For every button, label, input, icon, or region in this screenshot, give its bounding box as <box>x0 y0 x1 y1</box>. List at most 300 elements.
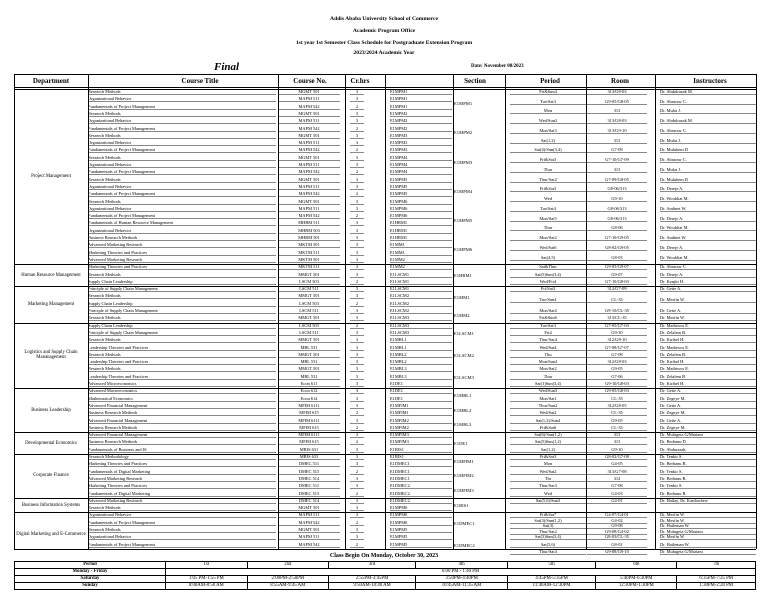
instructor-cell: Dr. Zegeye M. <box>660 396 756 402</box>
section-code-cell: E1DE1 <box>390 388 452 394</box>
instructor-cell: Dr. Zelalem B. <box>660 374 756 380</box>
period-cell: Thur <box>510 225 586 231</box>
course-title-cell: Research Methods <box>88 199 276 205</box>
section-code-cell: E1HRM1 <box>390 220 452 226</box>
column-divider <box>278 74 279 549</box>
sunday-label: Sunday <box>15 583 166 590</box>
instructor-cell: Dr. Dereje A. <box>660 245 756 251</box>
slot-row <box>0 147 768 157</box>
slot-row <box>0 418 768 425</box>
course-code-cell: MAPM 542 <box>278 191 340 197</box>
room-cell: G9-10 <box>587 330 647 336</box>
credit-hours-cell: 3 <box>350 345 364 351</box>
slot-row <box>0 388 768 395</box>
section-code-cell: E1MPM5 <box>390 542 452 548</box>
credit-hours-cell: 3 <box>350 118 364 124</box>
course-code-cell: MGMT 501 <box>278 527 340 533</box>
section-group-cell: E1LSCM3 <box>454 374 474 380</box>
instructor-cell: Dr. Dereje A. <box>660 272 756 278</box>
course-title-cell: Organizational Behavior <box>88 512 276 518</box>
course-title-cell: Fundamentals of Project Management <box>88 169 276 175</box>
period-cell: Thur/Sat3 <box>510 483 586 489</box>
slot-row <box>0 542 768 549</box>
credit-hours-cell: 3 <box>350 432 364 438</box>
credit-hours-cell: 3 <box>350 534 364 540</box>
section-code-cell: E1BIS1 <box>390 454 452 460</box>
course-code-cell: LSCM 503 <box>278 323 340 329</box>
course-title-cell: Marketing Theories and Practices <box>88 483 276 489</box>
slot-row <box>0 345 768 352</box>
section-code-cell: E1MPM1 <box>390 104 452 110</box>
sunday-time-2: 8:55AM-9:45 AM <box>247 583 329 590</box>
room-cell: CL-35 <box>587 396 647 402</box>
room-cell: G4-02 <box>587 518 647 524</box>
section-group-cell: E1MPM5 <box>454 217 473 223</box>
slot-row <box>0 410 768 417</box>
course-title-cell: Research Methods <box>88 366 276 372</box>
room-cell: G9-05/G8-03 <box>587 388 647 394</box>
credit-hours-cell: 2 <box>350 213 364 219</box>
slot-row <box>0 157 768 167</box>
period-cell: Thur/Sat2 <box>510 177 586 183</box>
slot-row <box>0 498 768 513</box>
slot-row <box>0 138 768 148</box>
credit-hours-cell: 3 <box>350 366 364 372</box>
room-cell: 312/G8-05 <box>587 403 647 409</box>
room-cell: G8-01 <box>587 542 647 548</box>
section-code-cell: E1MPM1 <box>390 96 452 102</box>
saturday-row <box>15 576 756 583</box>
section-code-cell: E1MFIM3 <box>390 439 452 445</box>
slot-row <box>0 483 768 490</box>
credit-hours-cell: 3 <box>350 242 364 248</box>
period-header-7: 7th <box>677 562 756 569</box>
instructor-cell: Dr. Getie A. <box>660 418 756 424</box>
credit-hours-cell: 3 <box>350 337 364 343</box>
slot-row <box>0 128 768 138</box>
credit-hours-cell: 2 <box>350 469 364 475</box>
department-cell: Corporate Finance <box>33 473 69 479</box>
period-cell: Mon <box>510 108 586 114</box>
period-cell: Tue/Sat3 <box>510 323 586 329</box>
room-cell: G7-06 <box>587 374 647 380</box>
course-title-cell: Organizational Behavior <box>88 96 276 102</box>
section-group-cell: E1MPM1 <box>454 101 473 107</box>
course-title-cell: Research Methods <box>88 527 276 533</box>
section-group-cell: E1HRM1 <box>454 272 472 278</box>
period-cell: Fri4 <box>510 330 586 336</box>
section-code-cell: E1LSCM1 <box>390 279 452 285</box>
section-group-cell: E1MPM2 <box>454 130 473 136</box>
instructor-cell: Dr. Abdurazak <box>660 447 756 453</box>
section-group-cell: E1LSCM1 <box>454 331 474 337</box>
section-code-cell: E1LSCM2 <box>390 301 452 307</box>
instructor-cell: Dr. Mesfin W. <box>660 518 756 524</box>
course-code-cell: MAPM 511 <box>278 184 340 190</box>
course-code-cell: MAPM 542 <box>278 213 340 219</box>
period-header-5: 5th <box>508 562 596 569</box>
section-code-cell: E1MFIM3 <box>390 432 452 438</box>
course-title-cell: Organizational Behavior <box>88 206 276 212</box>
room-cell: G9-05/G8-05 <box>587 99 647 105</box>
room-cell: G7-10/G8-03 <box>587 279 647 285</box>
col-room: Room <box>611 77 629 85</box>
instructor-cell: Dr. Mesfin W. <box>660 512 756 518</box>
instructor-cell: Dr. Mathiwos E. <box>660 345 756 351</box>
slot-row <box>0 264 768 271</box>
course-code-cell: DMEC 515 <box>278 491 340 497</box>
period-cell: Fri&Sat3 <box>510 454 586 460</box>
course-code-cell: MGMT 501 <box>278 155 340 161</box>
credit-hours-cell: 2 <box>350 491 364 497</box>
column-divider <box>586 74 587 549</box>
col-section: Section <box>464 77 486 85</box>
section-group-cell: E1LSCM2 <box>454 352 474 358</box>
course-code-cell: MBIS 633 <box>278 454 340 460</box>
course-code-cell: DMEC 514 <box>278 476 340 482</box>
course-title-cell: Business Research Methods <box>88 235 276 241</box>
period-cell: Mon/Sat5 <box>510 216 586 222</box>
slot-row <box>0 374 768 381</box>
room-cell: 313/G8-03 <box>587 89 647 95</box>
room-cell: 313 <box>587 108 647 114</box>
credit-hours-cell: 3 <box>350 308 364 314</box>
section-code-cell: E1MPM6 <box>390 512 452 518</box>
course-code-cell: MAPM 542 <box>278 542 340 548</box>
instructor-cell: Dr. Mulugeta G/Mariam <box>660 549 756 555</box>
sunday-time-4: 10:45AM-11:35 AM <box>416 583 508 590</box>
slot-row <box>0 235 768 245</box>
credit-hours-cell: 3 <box>350 315 364 321</box>
period-label: Period <box>15 562 166 569</box>
room-cell: G9-05 <box>587 366 647 372</box>
course-title-cell: Organizational Behavior <box>88 534 276 540</box>
instructor-cell: Dr. Mulugeta G/Mariam <box>660 432 756 438</box>
schedule-title: 1st year 1st Semester Class Schedule for Postgraduate Extension Program <box>295 40 473 46</box>
period-cell: Sat(1,2) <box>510 447 586 453</box>
credit-hours-cell: 3 <box>350 206 364 212</box>
course-title-cell: Principle of Supply Chain Management <box>88 330 276 336</box>
section-group-cell: E1BIS1 <box>454 502 469 508</box>
section-group-cell: E1MM2 <box>454 312 470 318</box>
slot-row <box>0 272 768 279</box>
course-title-cell: Fundamentals of Project Management <box>88 542 276 548</box>
section-code-cell: E1BIS1 <box>390 447 452 453</box>
credit-hours-cell: 3 <box>350 96 364 102</box>
section-group-cell: E1MFIM3 <box>454 488 474 494</box>
slot-row <box>0 245 768 255</box>
course-title-cell: Supply Chain Leadership <box>88 323 276 329</box>
slot-row <box>0 216 768 226</box>
instructor-cell: Dr. Mathiwos E. <box>660 323 756 329</box>
instructor-cell: Dr. Mathiwos E. <box>660 366 756 372</box>
course-title-cell: Advanced Macroeconomics <box>88 388 276 394</box>
instructor-cell: Dr. Abraraw C. <box>660 128 756 134</box>
room-cell: G8-06/313 <box>587 186 647 192</box>
saturday-label: Saturday <box>15 576 166 583</box>
credit-hours-cell: 3 <box>350 396 364 402</box>
period-cell: Sat(5)Sun(1,2) <box>510 439 586 445</box>
section-code-cell: E1MPM3 <box>390 140 452 146</box>
course-title-cell: Leadership Theories and Practices <box>88 359 276 365</box>
credit-hours-cell: 3 <box>350 512 364 518</box>
period-table <box>14 561 756 590</box>
department-cell: Business Information Systems <box>21 502 81 508</box>
credit-hours-cell: 3 <box>350 257 364 263</box>
section-code-cell: E1MM1 <box>390 242 452 248</box>
section-code-cell: E1LSCM2 <box>390 293 452 299</box>
period-header-6: 6th <box>596 562 677 569</box>
period-cell: Wed/Sat4 <box>510 345 586 351</box>
slot-row <box>0 118 768 128</box>
room-cell: G4-05 <box>587 461 647 467</box>
room-cell: G8-06/313 <box>587 216 647 222</box>
room-cell: 313/G7-08 <box>587 469 647 475</box>
section-code-cell: E1MPM5 <box>390 184 452 190</box>
column-divider <box>345 74 346 549</box>
instructor-cell: Dr. Hailay, Dr. Kardiachew <box>660 498 756 504</box>
instructor-cell: Dr. Berhanu D. <box>660 439 756 445</box>
department-cell: Business Leadership <box>31 407 71 413</box>
section-group-cell: E1MBL2 <box>454 407 472 413</box>
course-title-cell: Advanced Financial Management <box>88 418 276 424</box>
credit-hours-cell: 3 <box>350 140 364 146</box>
period-cell: Thu <box>510 352 586 358</box>
course-code-cell: MFIM 6111 <box>278 418 340 424</box>
course-title-cell: Organizational Behavior <box>88 162 276 168</box>
credit-hours-cell: 3 <box>350 133 364 139</box>
slot-row <box>0 454 768 461</box>
course-title-cell: Research Methods <box>88 505 276 511</box>
section-code-cell: E1MPM5 <box>390 527 452 533</box>
credit-hours-cell: 3 <box>350 352 364 358</box>
room-cell: G7-05/G7-03 <box>587 323 647 329</box>
academic-year: 2023/2024 Academic Year <box>353 50 415 56</box>
course-title-cell: Business Research Methods <box>88 439 276 445</box>
course-code-cell: DMEC 511 <box>278 461 340 467</box>
section-code-cell: E1MFIM2 <box>390 418 452 424</box>
course-code-cell: MAPM 542 <box>278 147 340 153</box>
credit-hours-cell: 3 <box>350 447 364 453</box>
room-cell: G9-10 <box>587 196 647 202</box>
course-code-cell: MAPM 511 <box>278 206 340 212</box>
credit-hours-cell: 2 <box>350 425 364 431</box>
credit-hours-cell: 3 <box>350 418 364 424</box>
period-cell: Mon/Sat2 <box>510 235 586 241</box>
slot-row <box>0 461 768 468</box>
col-department: Department <box>32 77 70 85</box>
slot-row <box>0 99 768 109</box>
course-code-cell: MKTM 511 <box>278 264 340 270</box>
instructor-cell: Dr. Mulukem D <box>660 177 756 183</box>
credit-hours-cell: 2 <box>350 279 364 285</box>
instructor-cell: Dr. Dereje A. <box>660 216 756 222</box>
section-code-cell: E1MPM5 <box>390 177 452 183</box>
saturday-time-3: 2:55PM-3:45PM <box>329 576 416 583</box>
period-cell: Wed <box>510 196 586 202</box>
section-code-cell: E1MM2 <box>390 257 452 263</box>
slot-row <box>0 279 768 286</box>
room-cell: G7-09/G8-05 <box>587 177 647 183</box>
course-code-cell: LSCM 511 <box>278 286 340 292</box>
section-code-cell: E1DE1 <box>390 381 452 387</box>
department-cell: Logistics and Supply Chain Mananagement <box>24 350 78 361</box>
period-header-1: 1st <box>166 562 248 569</box>
course-title-cell: Fundamentals of Project Management <box>88 213 276 219</box>
column-divider <box>756 74 757 549</box>
table-bottom-rule <box>14 549 756 550</box>
section-group-cell: E1MBL1 <box>454 393 472 399</box>
instructor-cell: Dr. Haileman W. <box>660 523 756 529</box>
course-code-cell: DMEC 514 <box>278 498 340 504</box>
section-code-cell: E1MFIM1 <box>390 403 452 409</box>
course-code-cell: MAPM 542 <box>278 169 340 175</box>
period-header-2: 2nd <box>247 562 329 569</box>
course-title-cell: Fundamentals of Project Management <box>88 191 276 197</box>
course-code-cell: MAPM 511 <box>278 534 340 540</box>
instructor-cell: Dr. Abraraw C. <box>660 264 756 270</box>
office-name: Academic Program Office <box>352 28 416 34</box>
course-title-cell: Research Methods <box>88 337 276 343</box>
room-cell: 313/G8-03 <box>587 118 647 124</box>
slot-row <box>0 491 768 498</box>
credit-hours-cell: 3 <box>350 388 364 394</box>
slot-row <box>0 396 768 403</box>
col-course-no: Course No. <box>293 77 327 85</box>
course-code-cell: MHRM 501 <box>278 235 340 241</box>
room-cell: G8-02/G7-08 <box>587 454 647 460</box>
course-code-cell: MAPM 511 <box>278 162 340 168</box>
course-code-cell: Econ 611 <box>278 381 340 387</box>
credit-hours-cell: 2 <box>350 323 364 329</box>
section-code-cell: E1MPM6 <box>390 199 452 205</box>
room-cell: CL-35 <box>587 410 647 416</box>
period-cell: Wed/Fri4 <box>510 279 586 285</box>
credit-hours-cell: 3 <box>350 111 364 117</box>
period-cell: Fri&Sun4 <box>510 89 586 95</box>
instructor-cell: Dr. Kenjiti H. <box>660 279 756 285</box>
room-cell: G7-10/G7-09 <box>587 157 647 163</box>
instructor-cell: Dr. Getie A. <box>660 403 756 409</box>
instructor-cell: Dr. Mulat J. <box>660 138 756 144</box>
instructor-cell: Dr. Dereje A. <box>660 186 756 192</box>
instructor-cell: Dr. Tenkir S. <box>660 483 756 489</box>
instructor-cell: Dr. Haileman W. <box>660 542 756 548</box>
section-code-cell: E1MM1 <box>390 250 452 256</box>
credit-hours-cell: 3 <box>350 374 364 380</box>
period-cell: Mon/Sat3 <box>510 128 586 134</box>
section-group-cell: E1MPM6 <box>454 247 473 253</box>
weekday-label: Monday - Friday <box>15 569 166 576</box>
room-cell: 313 <box>587 439 647 445</box>
instructor-cell: Dr. Zegeye M. <box>660 425 756 431</box>
section-code-cell: E1MBL1 <box>390 337 452 343</box>
credit-hours-cell: 2 <box>350 191 364 197</box>
course-title-cell: Research Methods <box>88 133 276 139</box>
period-cell: Wed/Sun2 <box>510 118 586 124</box>
period-cell: Wed <box>510 491 586 497</box>
room-cell: G9-10/CL-35 <box>587 308 647 314</box>
credit-hours-cell: 3 <box>350 177 364 183</box>
instructor-cell: Dr. Kiribel H. <box>660 337 756 343</box>
period-cell: Thur/Sun2 <box>510 403 586 409</box>
room-cell: G4-03 <box>587 491 647 497</box>
period-cell: Thur <box>510 167 586 173</box>
slot-row <box>0 89 768 99</box>
course-code-cell: MFIM 6111 <box>278 403 340 409</box>
slot-row <box>0 534 768 541</box>
credit-hours-cell: 3 <box>350 250 364 256</box>
instructor-cell: Dr. Kiribel H. <box>660 381 756 387</box>
slot-row <box>0 196 768 206</box>
instructor-cell: Dr. Getie A. <box>660 286 756 292</box>
section-code-cell: E1MPM6 <box>390 206 452 212</box>
credit-hours-cell: 3 <box>350 527 364 533</box>
course-code-cell: MGMT 501 <box>278 89 340 95</box>
slot-row <box>0 186 768 196</box>
period-cell: Sat(4,5) <box>510 255 586 261</box>
period-cell: Thur/Sat4 <box>510 337 586 343</box>
section-code-cell: E1HRM1 <box>390 228 452 234</box>
period-cell: Thur/Sat4 <box>510 549 586 555</box>
credit-hours-cell: 3 <box>350 476 364 482</box>
room-cell: G7-08/G7-07 <box>587 345 647 351</box>
period-cell: Mon/Sat4 <box>510 308 586 314</box>
slot-row <box>0 403 768 410</box>
section-group-cell: E1MPM3 <box>454 159 473 165</box>
credit-hours-cell: 3 <box>350 461 364 467</box>
course-code-cell: MBIS 631 <box>278 447 340 453</box>
saturday-time-1: 1:05 PM-1:55 PM <box>166 576 248 583</box>
period-cell: Fri&Sat6 <box>510 425 586 431</box>
instructor-cell: Dr. Andinet W. <box>660 235 756 241</box>
course-code-cell: MGMT 501 <box>278 111 340 117</box>
section-code-cell: E1DMEC2 <box>390 483 452 489</box>
slot-row <box>0 359 768 366</box>
course-title-cell: Research Methods <box>88 89 276 95</box>
section-code-cell: E1MPM4 <box>390 162 452 168</box>
period-cell: Wed/Sat6 <box>510 245 586 251</box>
credit-hours-cell: 2 <box>350 169 364 175</box>
section-code-cell: E1MPM6 <box>390 213 452 219</box>
credit-hours-cell: 3 <box>350 330 364 336</box>
column-divider <box>655 74 656 549</box>
period-header-3: 3rd <box>329 562 416 569</box>
course-title-cell: Advanced Microeconomics <box>88 381 276 387</box>
col-instructors: Instructors <box>693 77 727 85</box>
course-code-cell: MAPM 511 <box>278 96 340 102</box>
course-title-cell: Fundamentals of Digital Marketing <box>88 469 276 475</box>
room-cell: 312/G8-03 <box>587 359 647 365</box>
slot-row <box>0 432 768 439</box>
credit-hours-cell: 3 <box>350 220 364 226</box>
course-title-cell: Fundamentals of Project Management <box>88 147 276 153</box>
course-title-cell: Research Methods <box>88 111 276 117</box>
instructor-cell: Dr. Zelalem B. <box>660 352 756 358</box>
course-title-cell: Fundamentals of Project Management <box>88 104 276 110</box>
credit-hours-cell: 2 <box>350 542 364 548</box>
course-code-cell: MFIM 615 <box>278 425 340 431</box>
section-code-cell: E1MPM3 <box>390 133 452 139</box>
sunday-time-7: 1:30PM-2:20 PM <box>677 583 756 590</box>
course-title-cell: Supply Chain Leadership <box>88 279 276 285</box>
course-title-cell: Mathematical Economics <box>88 396 276 402</box>
period-cell: Fri&Sat3 <box>510 157 586 163</box>
section-code-cell: E1DMEC1 <box>390 469 452 475</box>
instructor-cell: Dr. Kiribel H. <box>660 359 756 365</box>
room-cell: G8-03 <box>587 255 647 261</box>
course-code-cell: MAPM 542 <box>278 126 340 132</box>
